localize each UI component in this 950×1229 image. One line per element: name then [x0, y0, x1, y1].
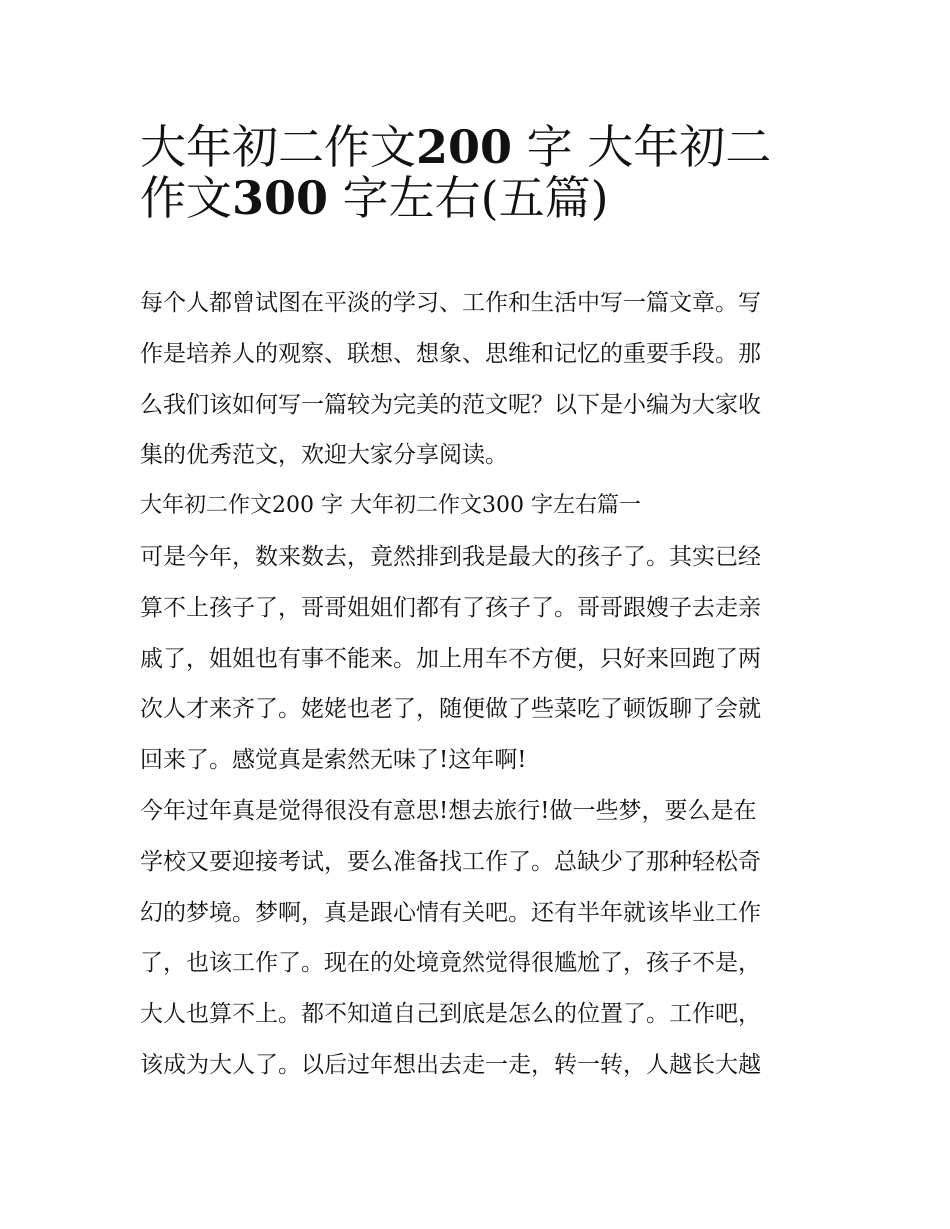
title-line-1 [140, 110, 830, 174]
text-line: 每个人都曾试图在平淡的学习、工作和生活中写一篇文章。写 [140, 290, 761, 316]
title-text: 字 大年初二 [512, 120, 772, 174]
title-text: 字左右(五篇) [328, 170, 609, 225]
section-heading [140, 481, 820, 532]
text-line: 集的优秀范文，欢迎大家分享阅读。 [140, 442, 508, 469]
text-line: 可是今年，数来数去，竟然排到我是最大的孩子了。其实已经 [140, 543, 761, 570]
title-number: 300 [232, 170, 329, 225]
text-line: 回来了。感觉真是索然无味了!这年啊! [140, 747, 527, 774]
title-number: 200 [416, 120, 513, 174]
document-body [140, 278, 820, 1091]
text-line: 学校又要迎接考试，要么准备找工作了。总缺少了那种轻松奇 [140, 848, 761, 875]
text-line: 幻的梦境。梦啊，真是跟心情有关吧。还有半年就该毕业工作 [140, 899, 761, 926]
text-line: 么我们该如何写一篇较为完美的范文呢？以下是小编为大家收 [140, 391, 761, 418]
text-line: 了，也该工作了。现在的处境竟然觉得很尴尬了，孩子不是， [140, 950, 761, 977]
document-title [140, 110, 830, 225]
text-line: 大人也算不上。都不知道自己到底是怎么的位置了。工作吧， [140, 1001, 761, 1028]
text-line: 作是培养人的观察、联想、想象、思维和记忆的重要手段。那 [140, 340, 761, 367]
text-line: 算不上孩子了，哥哥姐姐们都有了孩子了。哥哥跟嫂子去走亲 [140, 594, 761, 621]
section-heading-text: 大年初二作文200 字 大年初二作文300 字左右篇一 [140, 493, 641, 519]
body-paragraph-2 [140, 786, 820, 1091]
title-text: 作文 [140, 170, 232, 225]
text-line: 次人才来齐了。姥姥也老了，随便做了些菜吃了顿饭聊了会就 [140, 696, 761, 723]
body-paragraph-1 [140, 532, 820, 786]
text-line: 今年过年真是觉得很没有意思!想去旅行!做一些梦，要么是在 [140, 797, 757, 824]
text-line: 戚了，姐姐也有事不能来。加上用车不方便，只好来回跑了两 [140, 645, 761, 672]
intro-paragraph [140, 278, 820, 481]
title-text: 大年初二作文 [140, 120, 416, 174]
text-line: 该成为大人了。以后过年想出去走一走，转一转，人越长大越 [140, 1051, 761, 1078]
